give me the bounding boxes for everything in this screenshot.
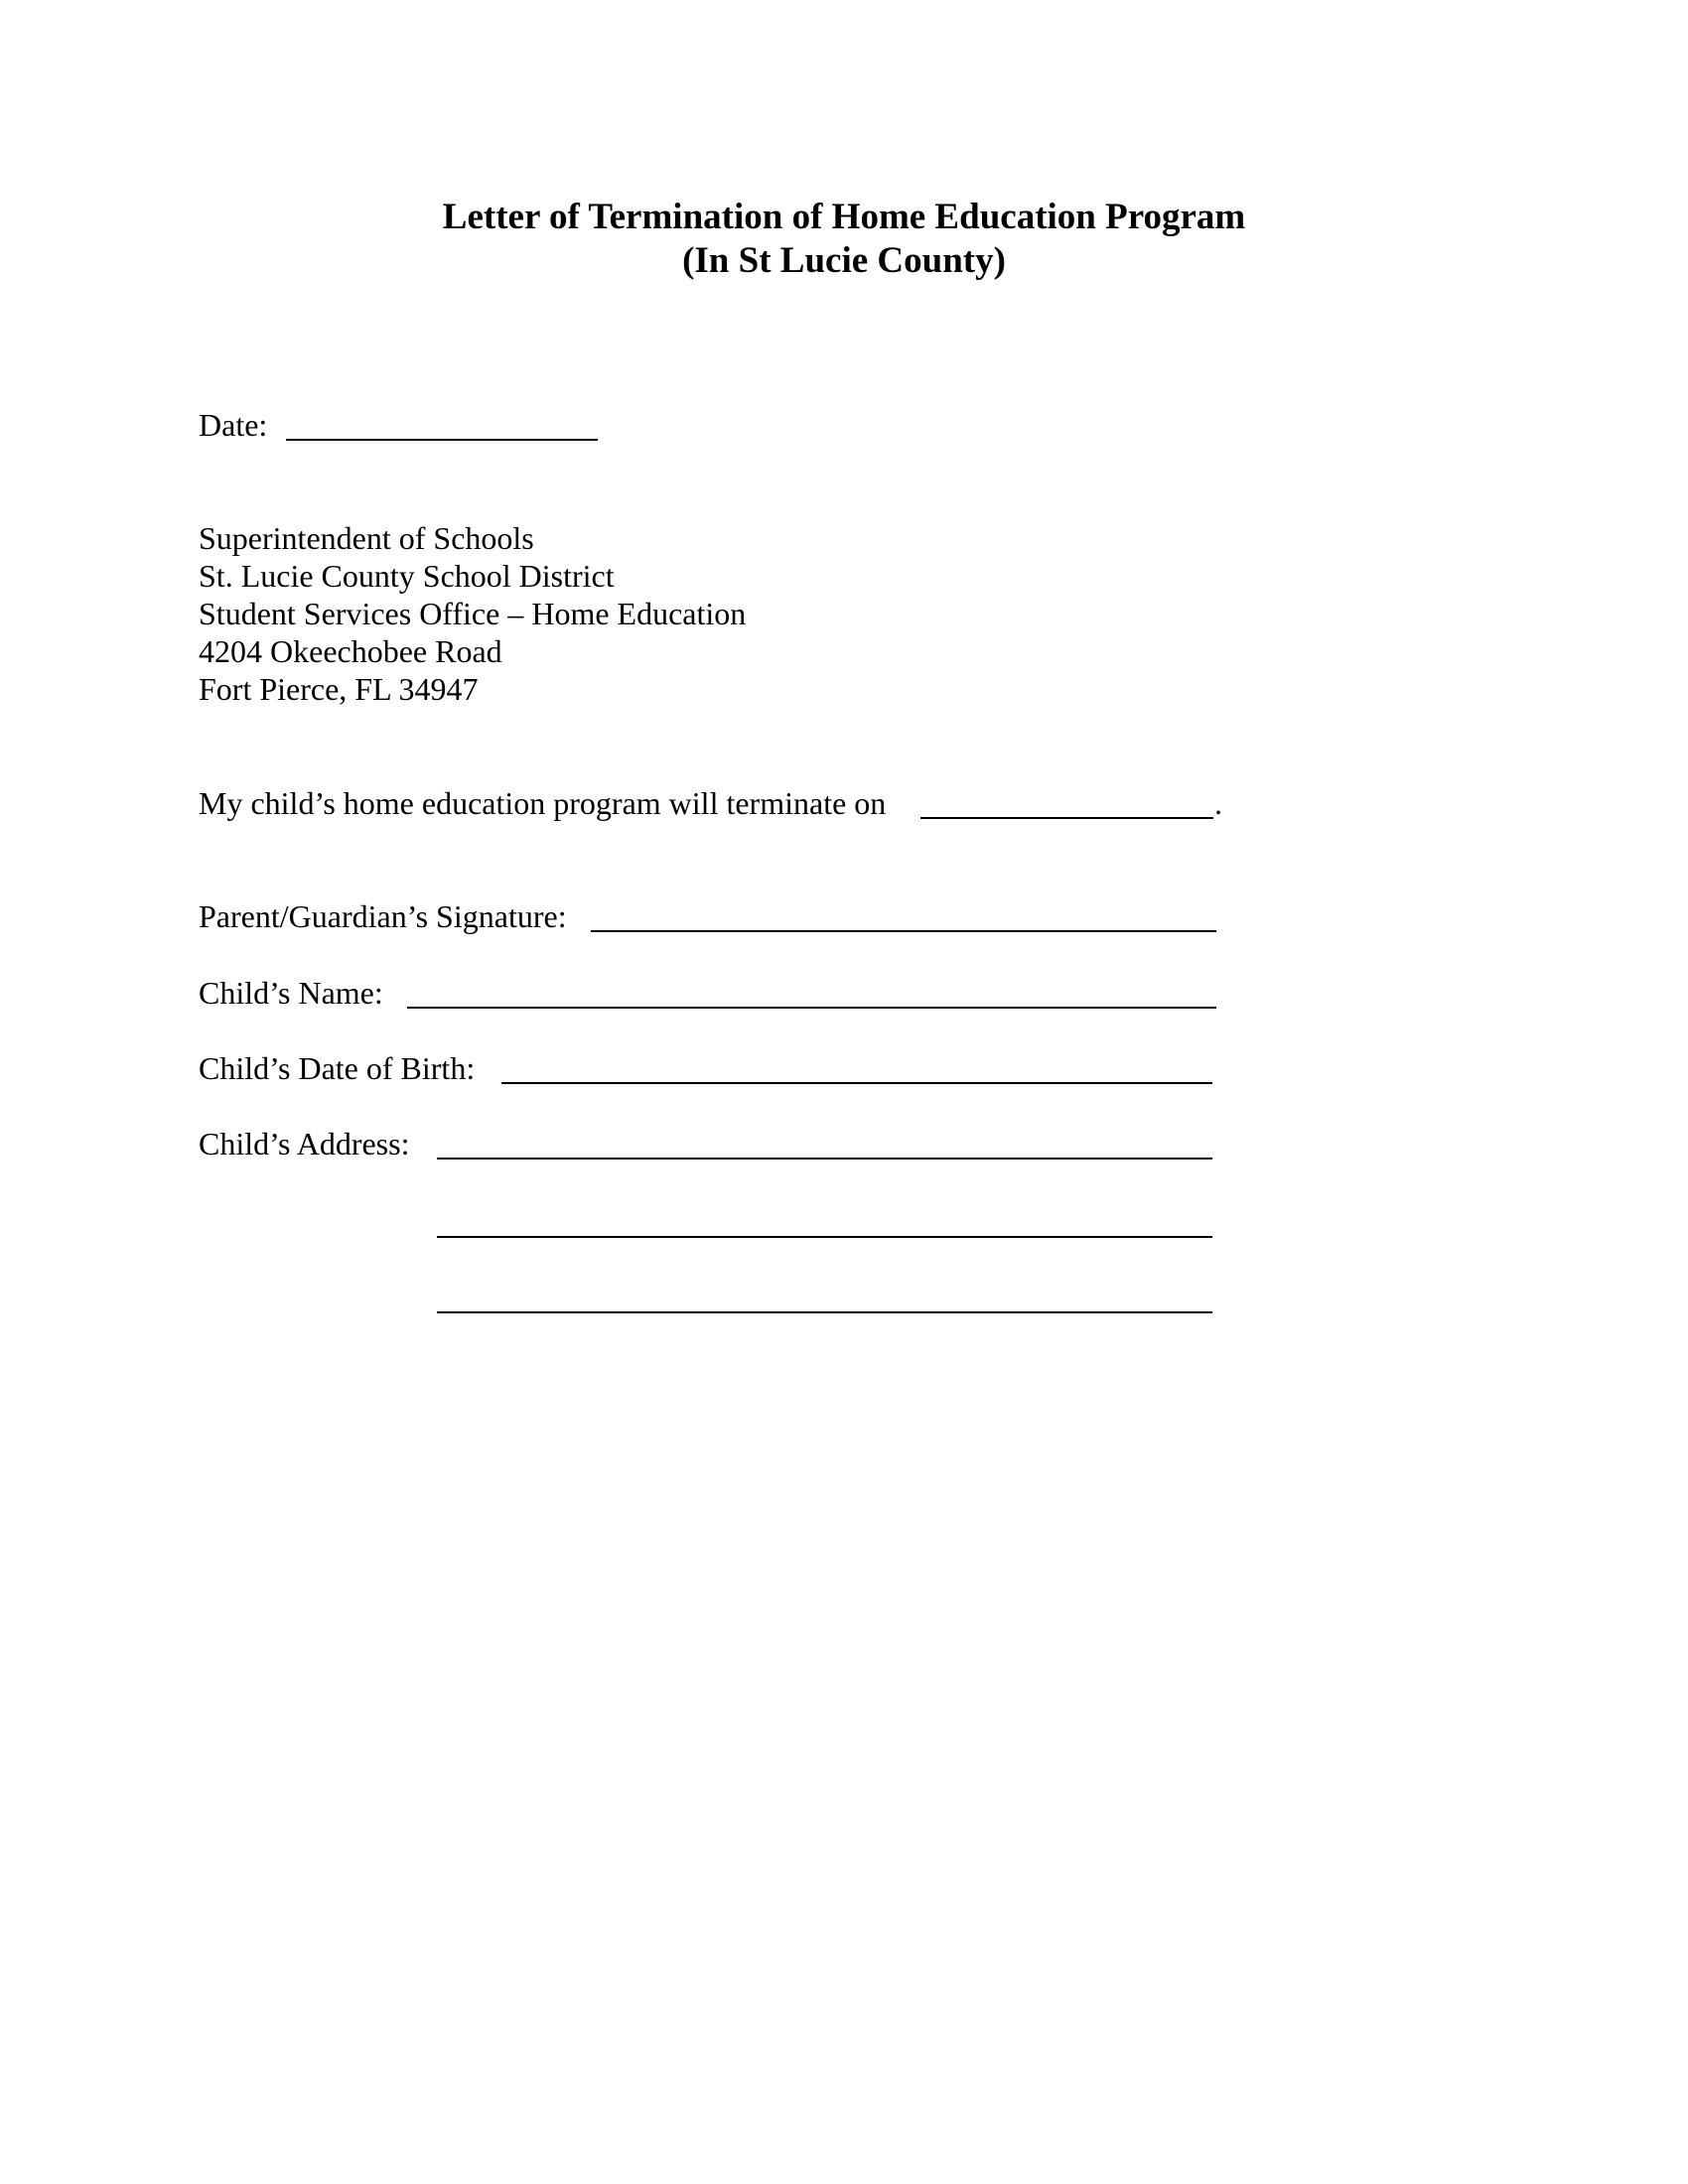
date-label: Date: — [199, 407, 268, 443]
document-title: Letter of Termination of Home Education Program — [442, 197, 1246, 237]
signature-blank-line[interactable] — [591, 930, 1216, 932]
child-address-blank-line-2[interactable] — [437, 1236, 1212, 1238]
signature-label: Parent/Guardian’s Signature: — [199, 898, 567, 934]
child-address-blank-line-1[interactable] — [437, 1158, 1212, 1160]
child-name-blank-line[interactable] — [407, 1007, 1216, 1009]
recipient-line-5: Fort Pierce, FL 34947 — [199, 671, 479, 707]
child-name-label: Child’s Name: — [199, 975, 383, 1011]
termination-date-blank-line[interactable] — [920, 817, 1213, 819]
document-subtitle: (In St Lucie County) — [682, 240, 1006, 281]
child-dob-label: Child’s Date of Birth: — [199, 1050, 476, 1086]
date-blank-line[interactable] — [286, 439, 598, 441]
child-address-blank-line-3[interactable] — [437, 1311, 1212, 1313]
recipient-line-2: St. Lucie County School District — [199, 558, 615, 594]
child-address-label: Child’s Address: — [199, 1126, 410, 1161]
termination-statement: My child’s home education program will terminate on — [199, 785, 887, 821]
recipient-line-4: 4204 Okeechobee Road — [199, 633, 502, 669]
recipient-line-1: Superintendent of Schools — [199, 520, 534, 556]
termination-period: . — [1214, 785, 1222, 821]
recipient-line-3: Student Services Office – Home Education — [199, 596, 747, 631]
child-dob-blank-line[interactable] — [501, 1082, 1212, 1084]
